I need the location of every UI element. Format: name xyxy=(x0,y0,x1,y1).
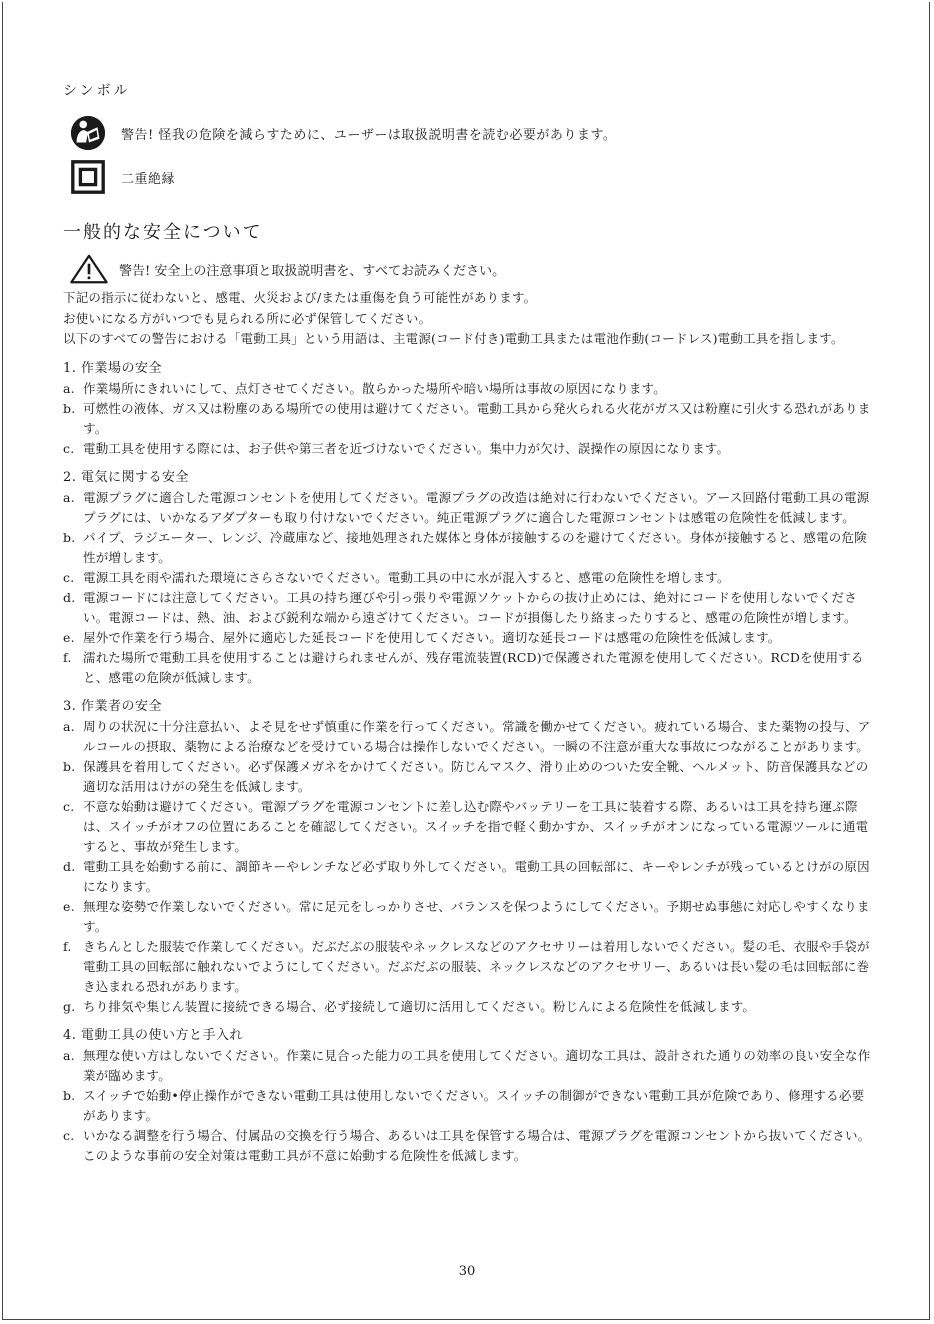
list-item xyxy=(63,588,871,628)
document-body xyxy=(63,80,871,1166)
list-item xyxy=(63,488,871,528)
list-item xyxy=(63,648,871,688)
list-item-marker: f. xyxy=(63,649,72,665)
list-item xyxy=(63,1046,871,1086)
general-warning-text: 警告! 安全上の注意事項と取扱説明書を、すべてお読みください。 xyxy=(119,263,506,279)
list-item-marker: b. xyxy=(63,758,76,774)
list-item xyxy=(63,757,871,797)
list-item-text: 電動工具を使用する際には、お子供や第三者を近づけないでください。集中力が欠け、誤操作の原因になります。 xyxy=(83,440,730,456)
list-item xyxy=(63,997,871,1017)
general-warning-row xyxy=(63,254,871,284)
list-item-text: パイプ、ラジエーター、レンジ、冷蔵庫など、接地処理された媒体と身体が接触するのを避けてください。身体が接触すると、感電の危険性が増します。 xyxy=(83,529,867,565)
list-item-text: 可燃性の液体、ガス又は粉塵のある場所での使用は避けてください。電動工具から発火られる火花がガス又は粉塵に引火する恐れがあります。 xyxy=(83,400,871,436)
list-item-marker: a. xyxy=(63,380,75,396)
general-safety-heading: 一般的な安全について xyxy=(63,222,263,243)
read-manual-icon xyxy=(69,114,107,152)
list-item xyxy=(63,717,871,757)
list-item-text: 電源コードには注意してください。工具の持ち運びや引っ張りや電源ソケットからの抜け止めには、絶対にコードを使用しないでください。電源コードは、熱、油、および鋭利な端から遠ざけてください。コードが損傷したり絡まったりすると、感電の危険性が増します。 xyxy=(83,589,857,625)
list-item xyxy=(63,628,871,648)
list-item xyxy=(63,897,871,937)
list-item xyxy=(63,399,871,439)
list-item-text: 周りの状況に十分注意払い、よそ見をせず慎重に作業を行ってください。常識を働かせてください。疲れている場合、また薬物の投与、アルコールの摂取、薬物による治療などを受けている場合は操作しないでください。一瞬の不注意が重大な事故につながることがあります。 xyxy=(83,718,871,754)
intro-paragraph-2: お使いになる方がいつでも見られる所に必ず保管してください。 xyxy=(63,310,432,326)
symbols-heading: シンボル xyxy=(63,83,131,99)
list-item-marker: d. xyxy=(63,589,76,605)
list-item-marker: c. xyxy=(63,569,75,585)
list-item-text: 電源工具を雨や濡れた環境にさらさないでください。電動工具の中に水が混入すると、感電の危険性を増します。 xyxy=(83,569,730,585)
intro-paragraph-3: 以下のすべての警告における「電動工具」という用語は、主電源(コード付き)電動工具または電池作動(コードレス)電動工具を指します。 xyxy=(63,331,844,346)
section-title: 1. 作業場の安全 xyxy=(63,360,163,376)
double-insulation-icon xyxy=(69,158,107,196)
list-item xyxy=(63,797,871,857)
list-item xyxy=(63,857,871,897)
list-item-marker: e. xyxy=(63,629,75,645)
list-item xyxy=(63,379,871,399)
list-item-marker: c. xyxy=(63,798,75,814)
list-item-text: 電源プラグに適合した電源コンセントを使用してください。電源プラグの改造は絶対に行わないでください。アース回路付電動工具の電源プラグには、いかなるアダプターも取り付けないでください。純正電源プラグに適合した電源コンセントは感電の危険性を低減します。 xyxy=(83,489,870,525)
symbol-double-insulation-row xyxy=(63,158,871,196)
list-item-marker: c. xyxy=(63,1127,75,1143)
list-item-text: きちんとした服装で作業してください。だぶだぶの服装やネックレスなどのアクセサリーは着用しないでください。髪の毛、衣服や手袋が電動工具の回転部に触れないでようにしてください。だぶだぶの服装、ネックレスなどのアクセサリー、あるいは長い髪の毛は回転部に巻き込まれる恐れがあります。 xyxy=(83,938,870,994)
intro-paragraph-1: 下記の指示に従わないと、感電、火災および/または重傷を負う可能性があります。 xyxy=(63,290,537,305)
symbol-read-manual-text: 警告! 怪我の危険を減らすために、ユーザーは取扱説明書を読む必要があります。 xyxy=(121,127,617,143)
list-item-text: 不意な始動は避けてください。電源プラグを電源コンセントに差し込む際やバッテリーを工具に装着する際、あるいは工具を持ち運ぶ際は、スイッチがオフの位置にあることを確認してください。スイッチを指で軽く動かすか、スイッチがオンになっている電源ツールに通電すると、事故が発生します。 xyxy=(83,798,869,854)
list-item xyxy=(63,568,871,588)
list-item xyxy=(63,528,871,568)
list-item-text: ちり排気や集じん装置に接続できる場合、必ず接続して適切に活用してください。粉じんによる危険性を低減します。 xyxy=(83,998,756,1014)
list-item-text: 無理な使い方はしないでください。作業に見合った能力の工具を使用してください。適切な工具は、設計された通りの効率の良い安全な作業が臨めます。 xyxy=(83,1047,871,1083)
section-title: 4. 電動工具の使い方と手入れ xyxy=(63,1027,244,1043)
list-item-text: いかなる調整を行う場合、付属品の交換を行う場合、あるいは工具を保管する場合は、電源プラグを電源コンセントから抜いてください。このような事前の安全対策は電動工具が不意に始動する危険性を低減します。 xyxy=(83,1127,871,1163)
page-number: 30 xyxy=(458,1264,476,1279)
section-title: 2. 電気に関する安全 xyxy=(63,469,190,485)
list-item-marker: b. xyxy=(63,400,76,416)
list-item-marker: b. xyxy=(63,1087,76,1103)
list-item-text: 無理な姿勢で作業しないでください。常に足元をしっかりさせ、バランスを保つようにしてください。予期せぬ事態に対応しやすくなります。 xyxy=(83,898,870,934)
list-item-marker: c. xyxy=(63,440,75,456)
list-item-text: 屋外で作業を行う場合、屋外に適応した延長コードを使用してください。適切な延長コードは感電の危険性を低減します。 xyxy=(83,629,781,645)
list-item-marker: g. xyxy=(63,998,76,1014)
list-item-text: 濡れた場所で電動工具を使用することは避けられませんが、残存電流装置(RCD)で保護された電源を使用してください。RCDを使用すると、感電の危険が低減します。 xyxy=(83,649,864,685)
section-title: 3. 作業者の安全 xyxy=(63,698,163,714)
list-item-marker: e. xyxy=(63,898,75,914)
list-item xyxy=(63,1086,871,1126)
list-item-marker: b. xyxy=(63,529,76,545)
warning-triangle-icon xyxy=(69,254,109,284)
list-item xyxy=(63,937,871,997)
list-item-text: 作業場所にきれいにして、点灯させてください。散らかった場所や暗い場所は事故の原因になります。 xyxy=(83,380,666,396)
list-item-marker: a. xyxy=(63,718,75,734)
safety-sections xyxy=(63,359,871,1166)
list-item-marker: a. xyxy=(63,1047,75,1063)
list-item-marker: d. xyxy=(63,858,76,874)
list-item-text: 保護具を着用してください。必ず保護メガネをかけてください。防じんマスク、滑り止めのついた安全靴、ヘルメット、防音保護具などの適切な活用はけがの発生を低減します。 xyxy=(83,758,869,794)
list-item-marker: a. xyxy=(63,489,75,505)
list-item xyxy=(63,1126,871,1166)
symbol-double-insulation-text: 二重絶縁 xyxy=(121,171,176,187)
list-item-text: スイッチで始動•停止操作ができない電動工具は使用しないでください。スイッチの制御ができない電動工具が危険であり、修理する必要があります。 xyxy=(83,1087,865,1123)
list-item-marker: f. xyxy=(63,938,72,954)
symbol-read-manual-row xyxy=(63,114,871,152)
list-item xyxy=(63,439,871,459)
list-item-text: 電動工具を始動する前に、調節キーやレンチなど必ず取り外してください。電動工具の回転部に、キーやレンチが残っているとけがの原因になります。 xyxy=(83,858,870,894)
